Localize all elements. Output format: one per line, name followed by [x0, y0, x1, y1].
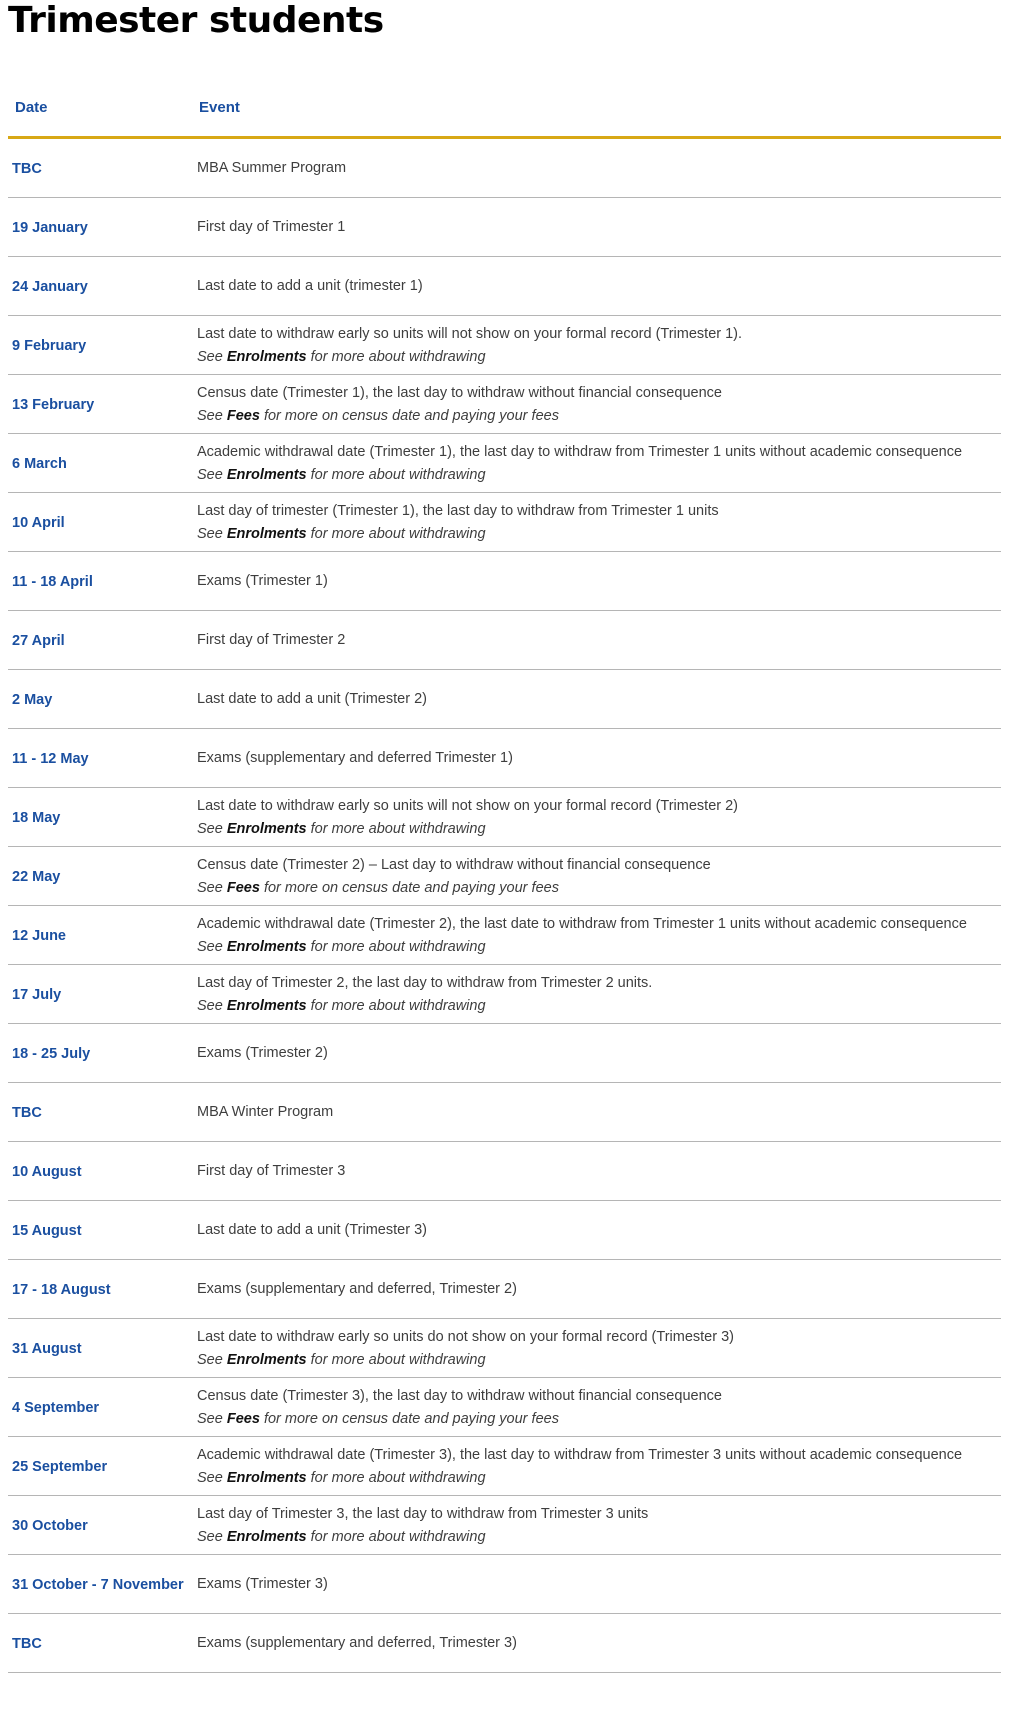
event-text: First day of Trimester 1 — [197, 219, 346, 235]
note-link-enrolments[interactable]: Enrolments — [226, 1351, 307, 1368]
row-event — [197, 1378, 1001, 1437]
row-event — [197, 729, 1001, 788]
note-link-enrolments[interactable]: Enrolments — [226, 1469, 307, 1486]
note-link-fees[interactable]: Fees — [226, 879, 260, 896]
row-event — [197, 1024, 1001, 1083]
event-note — [197, 995, 1001, 1018]
note-link-enrolments[interactable]: Enrolments — [226, 466, 307, 483]
event-note — [197, 1526, 1001, 1549]
row-event — [197, 316, 1001, 375]
row-date: 31 October - 7 November — [12, 1576, 184, 1593]
note-suffix: for more about withdrawing — [310, 997, 486, 1014]
row-event — [197, 906, 1001, 965]
row-date: 17 July — [12, 986, 62, 1003]
event-text: Exams (Trimester 3) — [197, 1576, 328, 1592]
table-row — [8, 788, 1001, 847]
note-prefix: See — [197, 1410, 223, 1427]
note-prefix: See — [197, 466, 223, 483]
table-row — [8, 1437, 1001, 1496]
note-prefix: See — [197, 348, 223, 365]
row-event — [197, 611, 1001, 670]
event-note — [197, 405, 1001, 428]
event-text: Census date (Trimester 3), the last day to withdraw without financial consequence — [197, 1387, 722, 1404]
event-note — [197, 936, 1001, 959]
table-row — [8, 434, 1001, 493]
row-date: 19 January — [12, 219, 88, 236]
row-event — [197, 670, 1001, 729]
table-row — [8, 1201, 1001, 1260]
table-row — [8, 1319, 1001, 1378]
row-date: 6 March — [12, 455, 67, 472]
row-date: 17 - 18 August — [12, 1281, 111, 1298]
event-text: Exams (Trimester 2) — [197, 1045, 328, 1061]
table-row — [8, 1260, 1001, 1319]
event-text: Last date to withdraw early so units do not show on your formal record (Trimester 3) — [197, 1328, 734, 1345]
note-prefix: See — [197, 997, 223, 1014]
row-event — [197, 1142, 1001, 1201]
row-date: 25 September — [12, 1458, 108, 1475]
header-date: Date — [15, 99, 48, 116]
table-row — [8, 1024, 1001, 1083]
note-suffix: for more about withdrawing — [310, 1528, 486, 1545]
table-row — [8, 198, 1001, 257]
row-event — [197, 552, 1001, 611]
row-date: 10 April — [12, 514, 65, 531]
event-note — [197, 346, 1001, 369]
row-event — [197, 1437, 1001, 1496]
note-prefix: See — [197, 407, 223, 424]
event-note — [197, 464, 1001, 487]
event-text: Last date to add a unit (Trimester 2) — [197, 691, 427, 707]
note-prefix: See — [197, 1469, 223, 1486]
note-prefix: See — [197, 525, 223, 542]
event-text: First day of Trimester 3 — [197, 1163, 346, 1179]
table-row — [8, 729, 1001, 788]
note-link-enrolments[interactable]: Enrolments — [226, 348, 307, 365]
row-date: TBC — [12, 1635, 42, 1652]
note-prefix: See — [197, 1351, 223, 1368]
table-row — [8, 1378, 1001, 1437]
table-row — [8, 1083, 1001, 1142]
event-text: Academic withdrawal date (Trimester 2), the last date to withdraw from Trimester 1 units without academic consequence — [197, 915, 967, 932]
table-row — [8, 906, 1001, 965]
event-text: Exams (supplementary and deferred, Trimester 2) — [197, 1281, 517, 1297]
event-text: Last date to add a unit (Trimester 3) — [197, 1222, 427, 1238]
note-suffix: for more about withdrawing — [310, 820, 486, 837]
row-event — [197, 1260, 1001, 1319]
row-date: 12 June — [12, 927, 66, 944]
row-date: 2 May — [12, 691, 53, 708]
event-text: Academic withdrawal date (Trimester 1), the last day to withdraw from Trimester 1 units without academic consequence — [197, 443, 963, 460]
event-note — [197, 1467, 1001, 1490]
note-link-enrolments[interactable]: Enrolments — [226, 938, 307, 955]
note-suffix: for more about withdrawing — [310, 938, 486, 955]
note-prefix: See — [197, 820, 223, 837]
event-text: Exams (Trimester 1) — [197, 573, 328, 589]
row-event — [197, 847, 1001, 906]
table-row — [8, 257, 1001, 316]
row-event — [197, 257, 1001, 316]
row-date: 24 January — [12, 278, 88, 295]
note-link-enrolments[interactable]: Enrolments — [226, 820, 307, 837]
note-suffix: for more about withdrawing — [310, 348, 486, 365]
table-row — [8, 1142, 1001, 1201]
event-note — [197, 523, 1001, 546]
event-text: First day of Trimester 2 — [197, 632, 346, 648]
table-row — [8, 611, 1001, 670]
table-row — [8, 316, 1001, 375]
row-date: 31 August — [12, 1340, 82, 1357]
row-date: 11 - 18 April — [12, 573, 93, 590]
row-date: 13 February — [12, 396, 95, 413]
dates-table — [8, 86, 1001, 1673]
event-text: MBA Summer Program — [197, 160, 347, 176]
note-suffix: for more on census date and paying your fees — [263, 407, 559, 424]
note-prefix: See — [197, 938, 223, 955]
row-event — [197, 139, 1001, 198]
note-link-fees[interactable]: Fees — [226, 1410, 260, 1427]
table-row — [8, 375, 1001, 434]
row-date: 30 October — [12, 1517, 88, 1534]
event-note — [197, 1349, 1001, 1372]
note-prefix: See — [197, 1528, 223, 1545]
event-text: Last date to withdraw early so units will not show on your formal record (Trimester 2) — [197, 797, 739, 814]
row-date: 9 February — [12, 337, 87, 354]
event-text: Last day of Trimester 2, the last day to withdraw from Trimester 2 units. — [197, 974, 653, 991]
table-row — [8, 139, 1001, 198]
table-row — [8, 847, 1001, 906]
event-note — [197, 818, 1001, 841]
row-date: 22 May — [12, 868, 61, 885]
event-text: Last day of trimester (Trimester 1), the last day to withdraw from Trimester 1 units — [197, 502, 719, 519]
event-text: Census date (Trimester 2) – Last day to withdraw without financial consequence — [197, 856, 711, 873]
note-prefix: See — [197, 879, 223, 896]
event-text: Exams (supplementary and deferred Trimester 1) — [197, 750, 513, 766]
row-event — [197, 1201, 1001, 1260]
row-date: 27 April — [12, 632, 65, 649]
event-text: Exams (supplementary and deferred, Trimester 3) — [197, 1635, 517, 1651]
note-suffix: for more about withdrawing — [310, 525, 486, 542]
row-event — [197, 788, 1001, 847]
event-note — [197, 877, 1001, 900]
row-event — [197, 493, 1001, 552]
row-event — [197, 1496, 1001, 1555]
row-date: 18 May — [12, 809, 61, 826]
row-date: 15 August — [12, 1222, 82, 1239]
table-body — [8, 139, 1001, 1673]
event-text: Last date to add a unit (trimester 1) — [197, 278, 423, 294]
event-text: Last date to withdraw early so units will not show on your formal record (Trimester 1). — [197, 325, 743, 342]
note-suffix: for more about withdrawing — [310, 1469, 486, 1486]
table-row — [8, 1555, 1001, 1614]
event-note — [197, 1408, 1001, 1431]
header-event: Event — [199, 99, 240, 116]
note-suffix: for more about withdrawing — [310, 466, 486, 483]
row-event — [197, 198, 1001, 257]
event-text: MBA Winter Program — [197, 1104, 334, 1120]
table-row — [8, 670, 1001, 729]
note-suffix: for more on census date and paying your fees — [263, 1410, 559, 1427]
row-event — [197, 1083, 1001, 1142]
row-date: 11 - 12 May — [12, 750, 89, 767]
row-date: 4 September — [12, 1399, 100, 1416]
table-row — [8, 965, 1001, 1024]
row-date: TBC — [12, 160, 42, 177]
event-text: Last day of Trimester 3, the last day to withdraw from Trimester 3 units — [197, 1505, 649, 1522]
row-event — [197, 1614, 1001, 1673]
row-event — [197, 434, 1001, 493]
row-event — [197, 1555, 1001, 1614]
page-title: Trimester students — [8, 0, 384, 41]
note-suffix: for more about withdrawing — [310, 1351, 486, 1368]
table-header — [8, 86, 1001, 139]
row-event — [197, 375, 1001, 434]
row-event — [197, 1319, 1001, 1378]
table-row — [8, 1614, 1001, 1673]
note-link-enrolments[interactable]: Enrolments — [226, 1528, 307, 1545]
event-text: Academic withdrawal date (Trimester 3), the last day to withdraw from Trimester 3 units without academic consequence — [197, 1446, 963, 1463]
row-date: 18 - 25 July — [12, 1045, 91, 1062]
table-row — [8, 552, 1001, 611]
table-row — [8, 493, 1001, 552]
note-suffix: for more on census date and paying your fees — [263, 879, 559, 896]
event-text: Census date (Trimester 1), the last day to withdraw without financial consequence — [197, 384, 722, 401]
note-link-enrolments[interactable]: Enrolments — [226, 997, 307, 1014]
table-row — [8, 1496, 1001, 1555]
note-link-enrolments[interactable]: Enrolments — [226, 525, 307, 542]
row-date: 10 August — [12, 1163, 82, 1180]
row-date: TBC — [12, 1104, 42, 1121]
row-event — [197, 965, 1001, 1024]
note-link-fees[interactable]: Fees — [226, 407, 260, 424]
